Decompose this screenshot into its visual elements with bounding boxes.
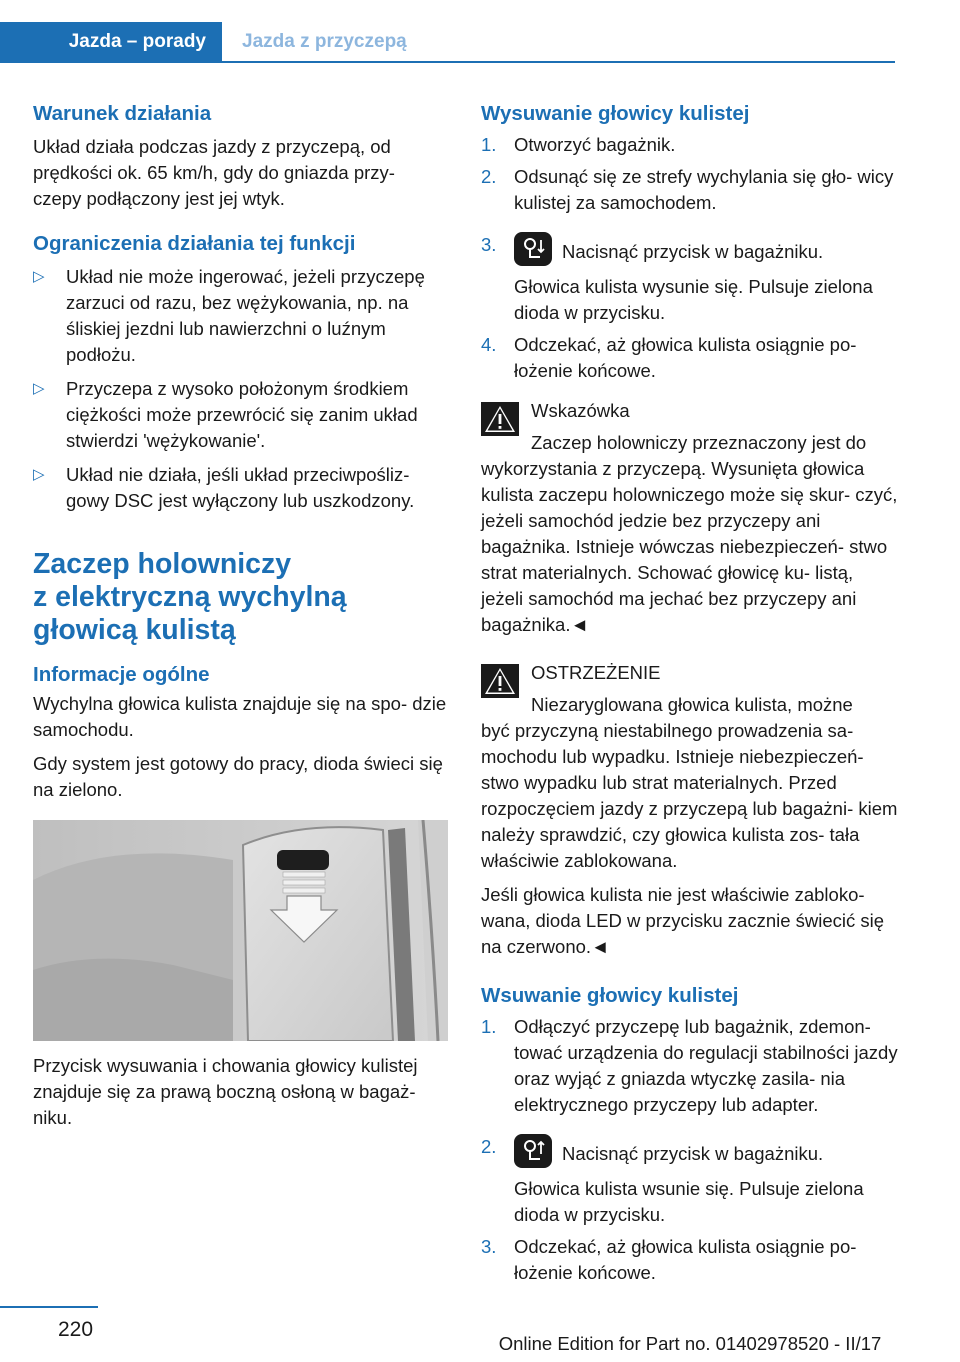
paragraph-info2: Gdy system jest gotowy do pracy, dioda świeci się na zielono. <box>33 753 443 800</box>
chapter-title-line: głowicą kulistą <box>33 614 236 646</box>
paragraph-warunek: Układ działa podczas jazdy z przyczepą, od prędkości ok. 65 km/h, gdy do gniazda przy- czepy podłączony jest jej wtyk. <box>33 136 395 209</box>
note-text-first-line: Zaczep holowniczy przeznaczony jest do <box>531 432 867 453</box>
warning-title: OSTRZEŻENIE <box>531 662 661 683</box>
note-text: wykorzystania z przyczepą. Wysunięta głowica kulista zaczepu holowniczego może się skur- czyć, jeżeli samochód jedzie bez przyczepy ani bagażnika. Istnieje wówczas niebezpieczeń- stwo strat materialnych. Schować głowicę ku- listą, jeżeli samochód ma jechać bez przyczepy ani bagażnika.◄ <box>481 458 898 635</box>
chapter-title <box>33 548 448 647</box>
triangle-right-icon: ▷ <box>33 466 45 483</box>
left-column <box>33 100 448 1131</box>
page-number: 220 <box>58 1318 94 1341</box>
step-item <box>481 164 899 216</box>
heading-wsuwanie: Wsuwanie głowicy kulistej <box>481 984 739 1007</box>
step-number: 4. <box>481 334 497 355</box>
warning-triangle-icon <box>481 664 519 698</box>
step-item <box>481 132 899 158</box>
list-item-text: Przyczepa z wysoko położonym środkiem ciężkości może przewrócić się zanim układ stwierdzi 'wężykowanie'. <box>66 378 418 451</box>
list-item <box>33 462 448 514</box>
heading-wysuwanie: Wysuwanie głowicy kulistej <box>481 102 750 125</box>
step-text: Odłączyć przyczepę lub bagażnik, zdemon- tować urządzenia do regulacji stabilności jazdy oraz wyjąć z gniazda wtyczkę zasila- nia elektrycznego przyczepy lub adapter. <box>514 1016 898 1115</box>
step-item <box>481 1014 899 1118</box>
list-item-text: Układ nie może ingerować, jeżeli przyczepę zarzuci od razu, bez wężykowania, np. na śliskiej jezdni lub nawierzchni o luźnym podłożu. <box>66 266 425 365</box>
heading-ograniczenia: Ograniczenia działania tej funkcji <box>33 232 356 255</box>
heading-warunek: Warunek działania <box>33 102 212 125</box>
section-tab-active: Jazda – porady <box>0 22 222 62</box>
tow-hitch-button-icon <box>514 232 552 266</box>
step-number: 1. <box>481 134 497 155</box>
chapter-title-line: z elektryczną wychylną <box>33 581 347 613</box>
chapter-title-line: Zaczep holowniczy <box>33 548 292 580</box>
step-number: 2. <box>481 1136 497 1157</box>
step-number: 3. <box>481 234 497 255</box>
warning-triangle-icon <box>481 402 519 436</box>
note-box <box>481 398 899 638</box>
footer-rule <box>0 1306 98 1308</box>
step-item <box>481 232 899 326</box>
photo-caption: Przycisk wysuwania i chowania głowicy kulistej znajduje się za prawą boczną osłoną w bagaż- niku. <box>33 1055 418 1128</box>
step-item <box>481 1134 899 1228</box>
step-item <box>481 332 899 384</box>
note-title: Wskazówka <box>531 400 630 421</box>
tow-hitch-button-icon <box>514 1134 552 1168</box>
step-text: Odczekać, aż głowica kulista osiągnie po- łożenie końcowe. <box>514 334 857 381</box>
list-item-text: Układ nie działa, jeśli układ przeciwpośliz- gowy DSC jest wyłączony lub uszkodzony. <box>66 464 415 511</box>
trunk-button-photo <box>33 820 448 1041</box>
step-item <box>481 1234 899 1286</box>
list-item <box>33 376 448 454</box>
step-number: 1. <box>481 1016 497 1037</box>
warning-text: być przyczyną niestabilnego prowadzenia sa- mochodu lub wypadku. Istnieje niebezpieczeń- stwo wypadku lub strat materialnych. Przed rozpoczęciem jazdy z przyczepą lub bagażni- kiem należy sprawdzić, czy głowica kulista zos- tała właściwie zablokowana. <box>481 720 898 871</box>
step-text: Otworzyć bagażnik. <box>514 134 676 155</box>
step-text: Odsunąć się ze strefy wychylania się gło- wicy kulistej za samochodem. <box>514 166 894 213</box>
section-tab-subsection: Jazda z przyczepą <box>242 31 407 52</box>
heading-informacje: Informacje ogólne <box>33 663 210 686</box>
list-item <box>33 264 448 368</box>
right-column <box>481 100 899 1286</box>
warning-text-first-line: Niezaryglowana głowica kulista, możne <box>531 694 853 715</box>
step-number: 3. <box>481 1236 497 1257</box>
step-result: Głowica kulista wysunie się. Pulsuje zielona dioda w przycisku. <box>514 276 873 323</box>
paragraph-info1: Wychylna głowica kulista znajduje się na spo- dzie samochodu. <box>33 693 447 740</box>
triangle-right-icon: ▷ <box>33 268 45 285</box>
step-text: Odczekać, aż głowica kulista osiągnie po- łożenie końcowe. <box>514 1236 857 1283</box>
step-text: Nacisnąć przycisk w bagażniku. <box>562 241 824 262</box>
header-rule <box>0 61 895 63</box>
triangle-right-icon: ▷ <box>33 380 45 397</box>
warning-text-extra: Jeśli głowica kulista nie jest właściwie zabloko- wana, dioda LED w przycisku zacznie świecić się na czerwono.◄ <box>481 884 885 957</box>
warning-box <box>481 660 899 960</box>
step-text: Nacisnąć przycisk w bagażniku. <box>562 1143 824 1164</box>
page-header <box>0 0 960 62</box>
edition-footer: Online Edition for Part no. 01402978520 - II/17 <box>498 1333 882 1354</box>
step-result: Głowica kulista wsunie się. Pulsuje zielona dioda w przycisku. <box>514 1178 864 1225</box>
step-number: 2. <box>481 166 497 187</box>
